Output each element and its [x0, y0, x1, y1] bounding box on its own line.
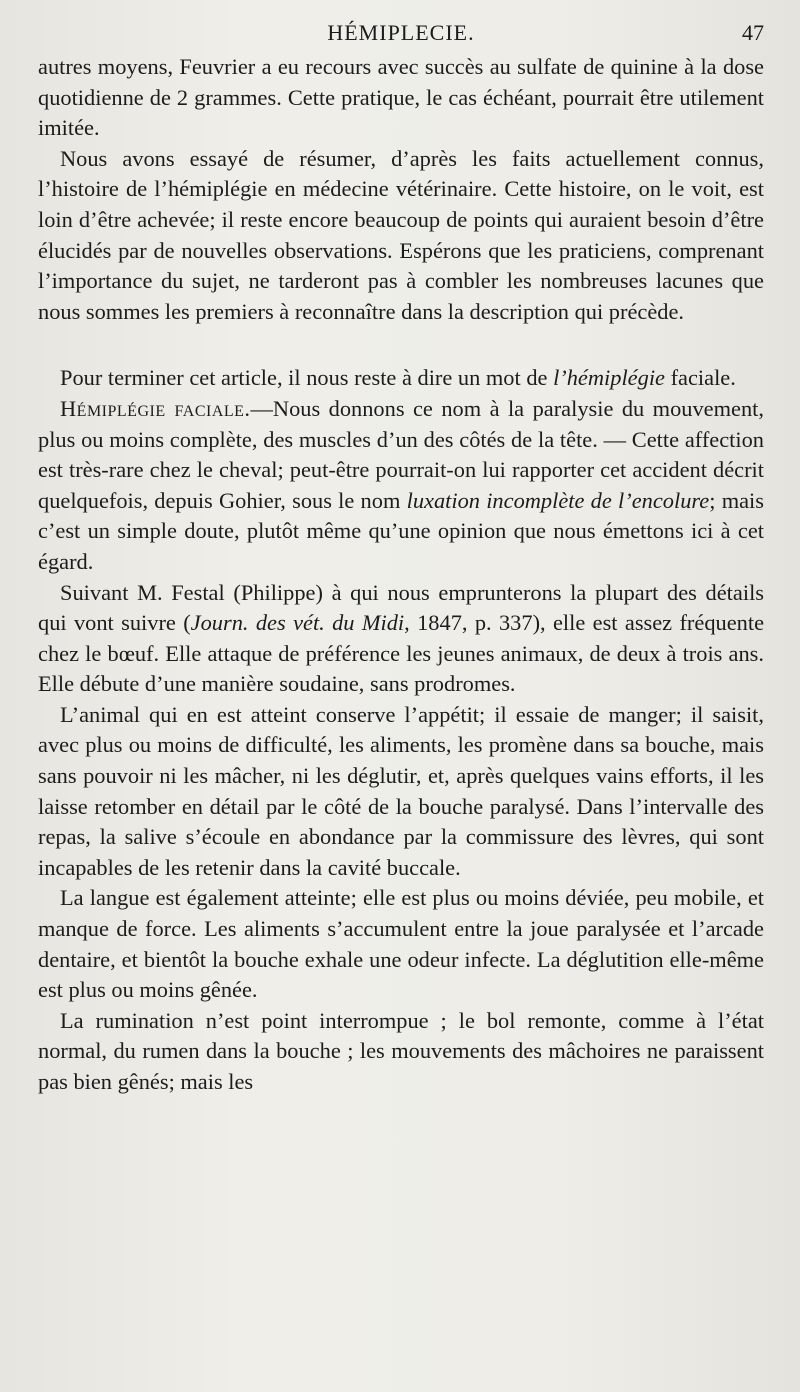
paragraph-facial-definition: Hémiplégie faciale.—Nous donnons ce nom à la paralysie du mouvement, plus ou moins complète, des muscles d’un des côtés de la tête. — Cette affection est très-rare chez le cheval; peut-être pourrait-on lui rapporter cet accident décrit quelquefois, depuis Gohier, sous le nom luxation incomplète de l’encolure; mais c’est un simple doute, plutôt même qu’une opinion que nous émettons ici à cet égard. [38, 395, 764, 574]
paragraph-festal: Suivant M. Festal (Philippe) à qui nous emprunterons la plupart des détails qui vont suivre (Journ. des vét. du Midi, 1847, p. 337), elle est assez fréquente chez le bœuf. Elle attaque de préférence les jeunes animaux, de deux à trois ans. Elle débute d’une manière soudaine, sans prodromes. [38, 579, 765, 697]
paragraph-summary: Nous avons essayé de résumer, d’après les faits actuellement connus, l’histoire de l’hémiplégie en médecine vétérinaire. Cette histoire, on le voit, est loin d’être achevée; il reste encore beaucoup de points qui auraient besoin d’être élucidés par de nouvelles observations. Espérons que les praticiens, comprenant l’importance du sujet, ne tarderont pas à combler les nombreuses lacunes que nous sommes les premiers à reconnaître dans la description qui précède. [38, 145, 764, 324]
page-number: 47 [742, 20, 764, 45]
section-break [38, 327, 764, 363]
italic-citation: Journ. des vét. du Midi [190, 610, 405, 636]
section-heading: Hémiplégie faciale. [60, 395, 251, 421]
page-header [38, 18, 764, 52]
paragraph-rumination: La rumination n’est point interrompue ; le bol remonte, comme à l’état normal, du rumen dans la bouche ; les mouvements des mâchoires ne paraissent pas bien gênés; mais les [38, 1007, 764, 1094]
paragraph-symptoms: L’animal qui en est atteint conserve l’appétit; il essaie de manger; il saisit, avec plus ou moins de difficulté, les aliments, les promène dans sa bouche, mais sans pouvoir ni les mâcher, ni les déglutir, et, après quelques vains efforts, il les laisse retomber en détail par le côté de la bouche paralysé. Dans l’intervalle des repas, la salive s’écoule en abondance par la commissure des lèvres, qui sont incapables de les retenir dans la cavité buccale. [38, 701, 764, 880]
paragraph-tongue: La langue est également atteinte; elle est plus ou moins déviée, peu mobile, et manque de force. Les aliments s’accumulent entre la joue paralysée et l’arcade dentaire, et bientôt la bouche exhale une odeur infecte. La déglutition elle-même est plus ou moins gênée. [38, 885, 764, 1003]
page-body [38, 52, 764, 1098]
italic-term: luxation incomplète de l’encolure [406, 487, 710, 513]
italic-term: l’hémiplégie [553, 365, 665, 391]
running-title: HÉMIPLECIE. [327, 20, 475, 45]
paragraph-intro-facial: Pour terminer cet article, il nous reste à dire un mot de l’hémiplégie faciale. [60, 365, 736, 391]
paragraph-continued: autres moyens, Feuvrier a eu recours avec succès au sulfate de quinine à la dose quotidienne de 2 grammes. Cette pratique, le cas échéant, pourrait être utilement imitée. [38, 54, 764, 141]
